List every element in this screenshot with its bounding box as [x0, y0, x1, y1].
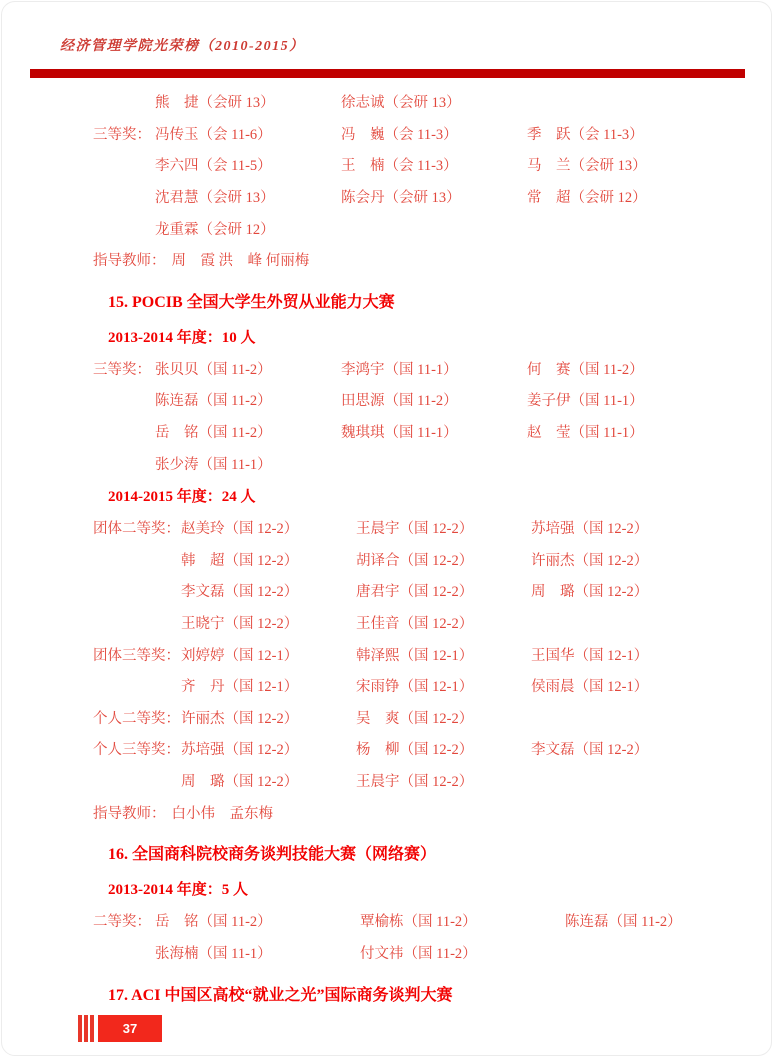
winner-name: 许丽杰（国 12-2）	[531, 552, 649, 569]
winner-name: 苏培强（国 12-2）	[181, 742, 299, 759]
winner-name: 李六四（会 11-5）	[155, 158, 272, 175]
award-row	[93, 212, 753, 244]
year-heading: 2013-2014 年度：10 人	[108, 329, 256, 346]
winner-name: 陈连磊（国 11-2）	[565, 914, 682, 931]
award-row	[93, 905, 753, 937]
award-row	[93, 670, 753, 702]
winner-name: 付文祎（国 11-2）	[360, 945, 477, 962]
winner-name: 冯传玉（会 11-6）	[155, 126, 272, 143]
award-row	[93, 149, 753, 181]
winner-name: 陈会丹（会研 13）	[341, 190, 461, 207]
teachers-line	[93, 244, 753, 276]
award-row	[93, 544, 753, 576]
teacher-names: 白小伟 孟东梅	[171, 805, 273, 822]
winner-name: 李鸿宇（国 11-1）	[341, 361, 458, 378]
winner-name: 覃榆栋（国 11-2）	[360, 914, 477, 931]
year-heading: 2013-2014 年度：5 人	[108, 881, 248, 898]
winner-name: 周 璐（国 12-2）	[531, 584, 649, 601]
winner-name: 陈连磊（国 11-2）	[155, 393, 272, 410]
winner-name: 沈君慧（会研 13）	[155, 190, 275, 207]
winner-name: 韩泽熙（国 12-1）	[356, 647, 474, 664]
winner-name: 马 兰（会研 13）	[527, 158, 647, 175]
winner-name: 吴 爽（国 12-2）	[356, 710, 474, 727]
section-heading: 17. ACI 中国区高校“就业之光”国际商务谈判大赛	[108, 986, 453, 1004]
winner-name: 王晨宇（国 12-2）	[356, 521, 474, 538]
winner-name: 岳 铭（国 11-2）	[155, 425, 272, 442]
winner-name: 齐 丹（国 12-1）	[181, 679, 299, 696]
winner-name: 魏琪琪（国 11-1）	[341, 425, 458, 442]
winner-name: 韩 超（国 12-2）	[181, 552, 299, 569]
winner-name: 宋雨铮（国 12-1）	[356, 679, 474, 696]
winner-name: 王晨宇（国 12-2）	[356, 773, 474, 790]
award-row	[93, 181, 753, 213]
award-row	[93, 702, 753, 734]
page-number-badge	[98, 1015, 162, 1042]
winner-name: 周 璐（国 12-2）	[181, 773, 299, 790]
winner-name: 张海楠（国 11-1）	[155, 945, 272, 962]
section-heading: 16. 全国商科院校商务谈判技能大赛（网络赛）	[108, 846, 437, 864]
winner-name: 常 超（会研 12）	[527, 190, 647, 207]
winner-name: 龙重霖（会研 12）	[155, 221, 275, 238]
winner-name: 刘婷婷（国 12-1）	[181, 647, 299, 664]
section-heading: 15. POCIB 全国大学生外贸从业能力大赛	[108, 294, 395, 312]
winner-name: 岳 铭（国 11-2）	[155, 914, 272, 931]
award-label: 三等奖：	[93, 361, 151, 378]
winner-name: 张贝贝（国 11-2）	[155, 361, 272, 378]
footer-stripes-icon	[78, 1015, 96, 1042]
award-row	[93, 607, 753, 639]
teacher-names: 周 霞 洪 峰 何丽梅	[171, 253, 310, 270]
award-row	[93, 447, 753, 479]
award-row	[93, 118, 753, 150]
award-label: 个人三等奖：	[93, 742, 180, 759]
award-label: 三等奖：	[93, 126, 151, 143]
award-row	[93, 936, 753, 968]
award-label: 团体三等奖：	[93, 647, 180, 664]
winner-name: 赵 莹（国 11-1）	[527, 425, 644, 442]
winner-name: 胡译合（国 12-2）	[356, 552, 474, 569]
award-row	[93, 86, 753, 118]
winner-name: 王佳音（国 12-2）	[356, 616, 474, 633]
winner-name: 张少涛（国 11-1）	[155, 456, 272, 473]
winner-name: 唐君宇（国 12-2）	[356, 584, 474, 601]
award-row	[93, 575, 753, 607]
award-label: 个人二等奖：	[93, 710, 180, 727]
winner-name: 李文磊（国 12-2）	[181, 584, 299, 601]
teachers-line	[93, 796, 753, 828]
award-row	[93, 765, 753, 797]
winner-name: 田思源（国 11-2）	[341, 393, 458, 410]
teachers-label: 指导教师：	[93, 253, 166, 270]
winner-name: 冯 巍（会 11-3）	[341, 126, 458, 143]
header-rule	[30, 69, 745, 78]
award-label: 团体二等奖：	[93, 521, 180, 538]
winner-name: 杨 柳（国 12-2）	[356, 742, 474, 759]
page-header-title: 经济管理学院光荣榜（2010-2015）	[60, 39, 305, 54]
winner-name: 李文磊（国 12-2）	[531, 742, 649, 759]
winner-name: 何 赛（国 11-2）	[527, 361, 644, 378]
honor-roll-content	[93, 86, 753, 1012]
winner-name: 熊 捷（会研 13）	[155, 95, 275, 112]
award-row	[93, 638, 753, 670]
award-row	[93, 353, 753, 385]
winner-name: 苏培强（国 12-2）	[531, 521, 649, 538]
winner-name: 王国华（国 12-1）	[531, 647, 649, 664]
award-row	[93, 384, 753, 416]
page-footer	[78, 1015, 162, 1042]
award-row	[93, 416, 753, 448]
teachers-label: 指导教师：	[93, 805, 166, 822]
year-heading: 2014-2015 年度：24 人	[108, 488, 256, 505]
page-number: 37	[122, 1021, 138, 1036]
winner-name: 姜子伊（国 11-1）	[527, 393, 644, 410]
award-label: 二等奖：	[93, 914, 151, 931]
winner-name: 王 楠（会 11-3）	[341, 158, 458, 175]
winner-name: 徐志诚（会研 13）	[341, 95, 461, 112]
winner-name: 侯雨晨（国 12-1）	[531, 679, 649, 696]
winner-name: 季 跃（会 11-3）	[527, 126, 644, 143]
award-row	[93, 512, 753, 544]
award-row	[93, 733, 753, 765]
winner-name: 赵美玲（国 12-2）	[181, 521, 299, 538]
winner-name: 许丽杰（国 12-2）	[181, 710, 299, 727]
winner-name: 王晓宁（国 12-2）	[181, 616, 299, 633]
